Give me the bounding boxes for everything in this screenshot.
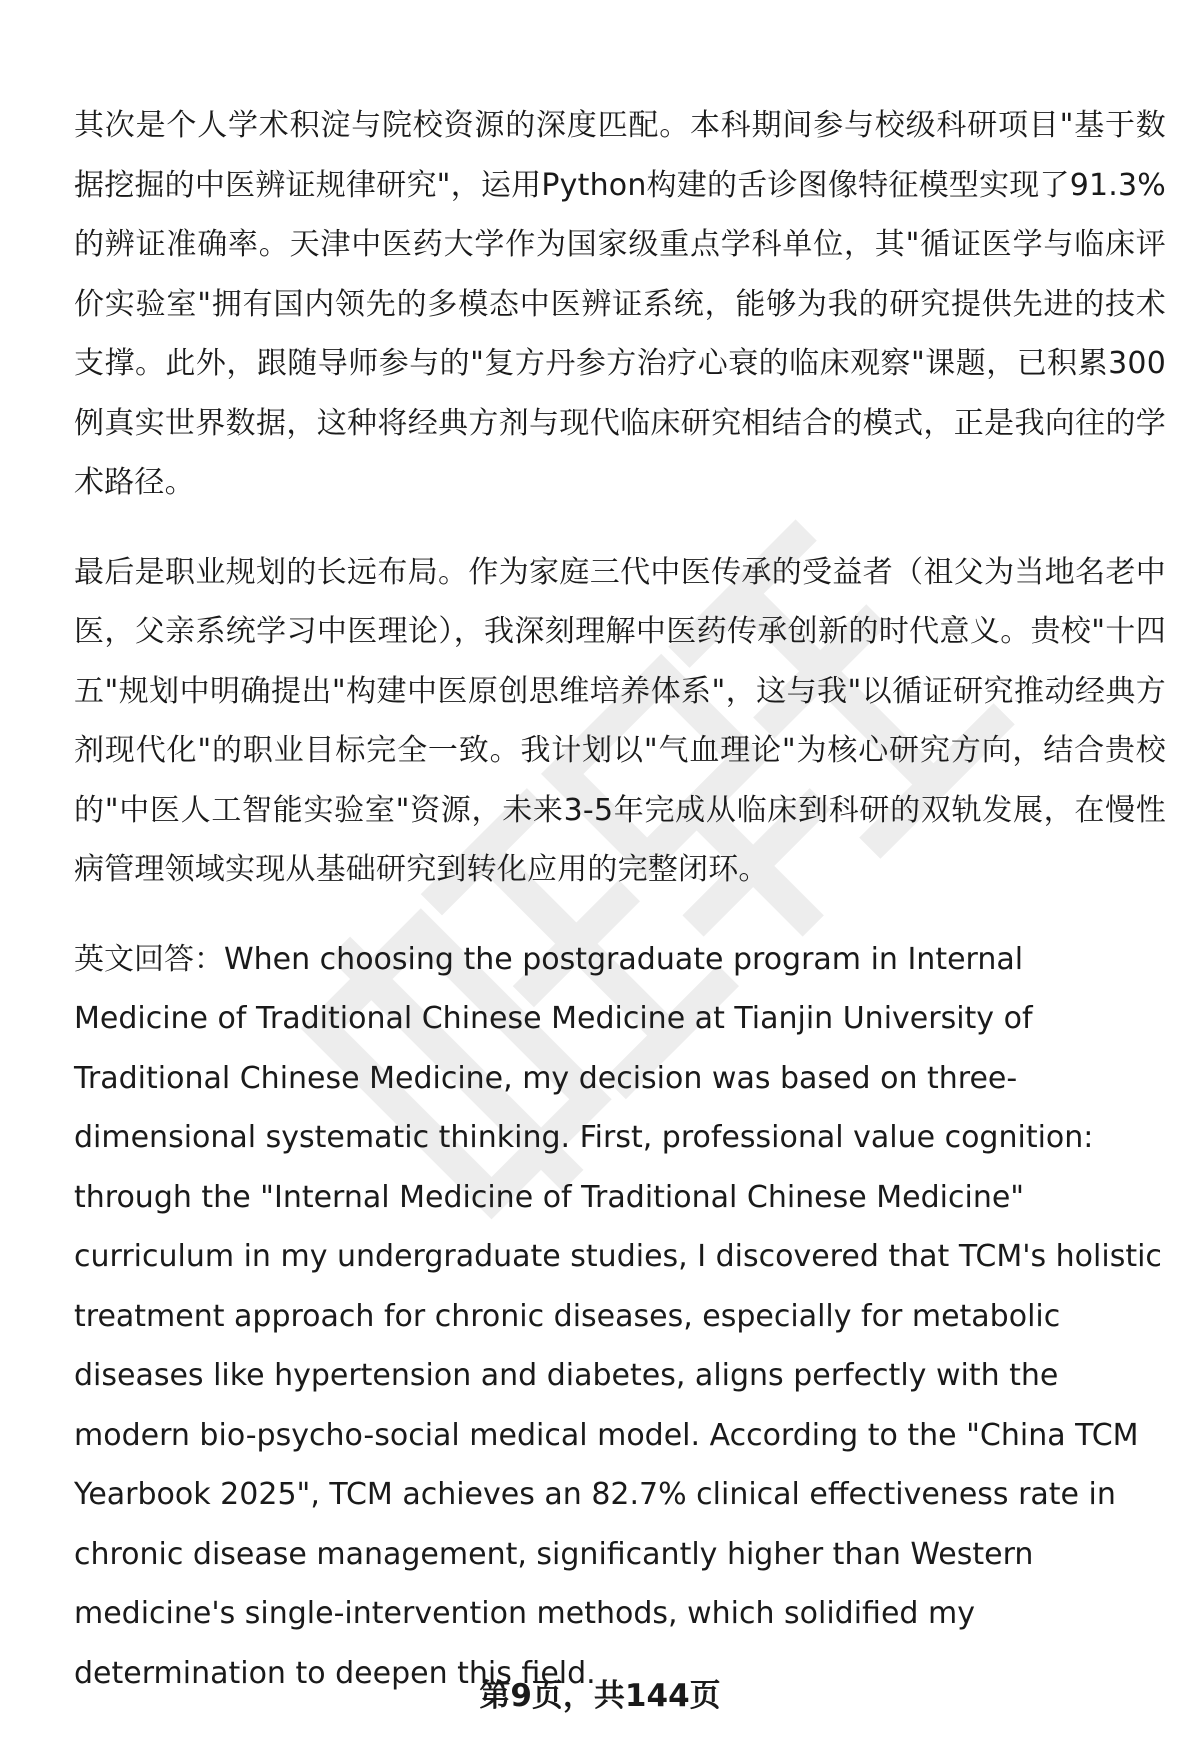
document-body	[74, 96, 1166, 1733]
paragraph-career-planning: 最后是职业规划的长远布局。作为家庭三代中医传承的受益者（祖父为当地名老中医，父亲系统学习中医理论），我深刻理解中医药传承创新的时代意义。贵校"十四五"规划中明确提出"构建中医原创思维培养体系"，这与我"以循证研究推动经典方剂现代化"的职业目标完全一致。我计划以"气血理论"为核心研究方向，结合贵校的"中医人工智能实验室"资源，未来3-5年完成从临床到科研的双轨发展，在慢性病管理领域实现从基础研究到转化应用的完整闭环。	[74, 554, 1166, 887]
paragraph-academic-resources: 其次是个人学术积淀与院校资源的深度匹配。本科期间参与校级科研项目"基于数据挖掘的中医辨证规律研究"，运用Python构建的舌诊图像特征模型实现了91.3%的辨证准确率。天津中医药大学作为国家级重点学科单位，其"循证医学与临床评价实验室"拥有国内领先的多模态中医辨证系统，能够为我的研究提供先进的技术支撑。此外，跟随导师参与的"复方丹参方治疗心衰的临床观察"课题，已积累300例真实世界数据，这种将经典方剂与现代临床研究相结合的模式，正是我向往的学术路径。	[74, 108, 1166, 500]
english-answer-label: 英文回答：	[74, 941, 224, 977]
page-number-footer: 第9页，共144页	[479, 1678, 721, 1714]
paragraph-english-answer	[74, 930, 1166, 1704]
english-answer-text: When choosing the postgraduate program in Internal Medicine of Traditional Chinese Medicine at Tianjin University of Traditional Chinese Medicine, my decision was based on three-dimensional systematic thinking. First, professional value cognition: through the "Internal Medicine of Traditional Chinese Medicine" curriculum in my undergraduate studies, I discovered that TCM's holistic treatment approach for chronic diseases, especially for metabolic diseases like hypertension and diabetes, aligns perfectly with the modern bio-psycho-social medical model. According to the "China TCM Yearbook 2025", TCM achieves an 82.7% clinical effectiveness rate in chronic disease management, significantly higher than Western medicine's single-intervention methods, which solidified my determination to deepen this field.	[74, 941, 1162, 1691]
